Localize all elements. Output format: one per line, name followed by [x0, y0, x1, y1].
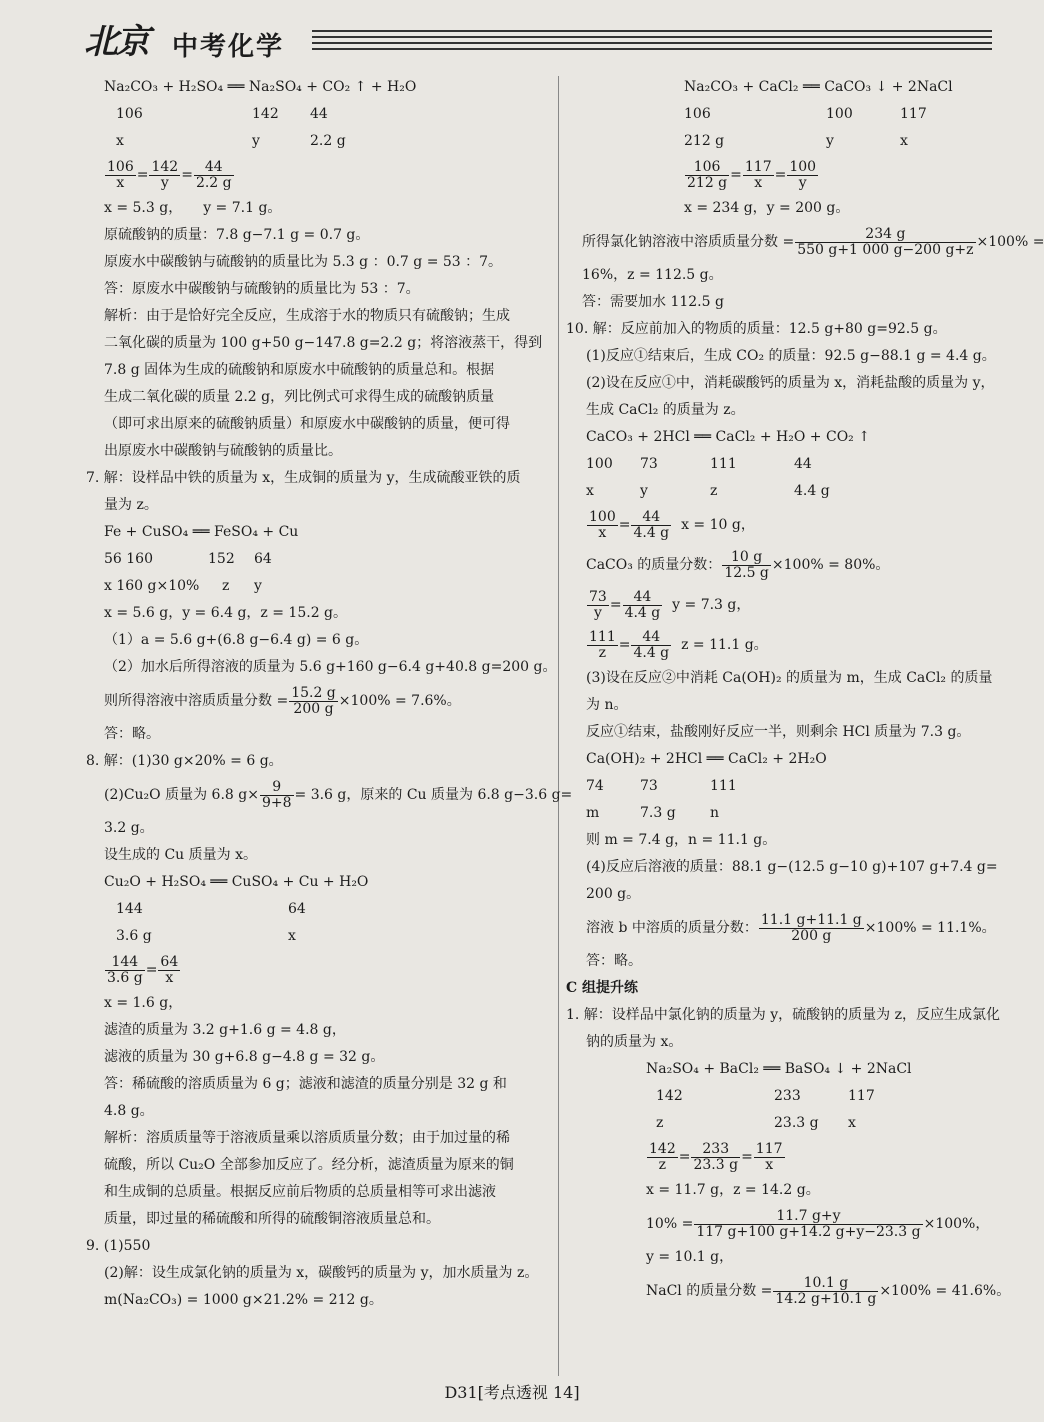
analysis: 7.8 g 固体为生成的硫酸钠和原废水中硫酸钠的质量总和。根据 [104, 362, 495, 378]
answer: 答：原废水中碳酸钠与硫酸钠的质量比为 53 ：7。 [104, 281, 420, 297]
equation-masses: 142 233 117 [656, 1088, 875, 1104]
answer: 答：略。 [586, 953, 642, 969]
equation: Na₂CO₃ + CaCl₂ ══ CaCO₃ ↓ + 2NaCl [684, 79, 953, 95]
text-line: (3)设在反应②中消耗 Ca(OH)₂ 的质量为 m，生成 CaCl₂ 的质量 [586, 670, 993, 686]
analysis: 质量，即过量的稀硫酸和所得的硫酸铜溶液质量总和。 [104, 1211, 440, 1227]
analysis: （即可求出原来的硫酸钠质量）和原废水中碳酸钠的质量，便可得 [104, 416, 510, 432]
fraction-line: CaCO₃ 的质量分数： $\frac{10 g}{12.5 g}$ ×100% = 80%。 [586, 548, 890, 581]
proportion: $\frac{100}{x}$ = $\frac{44}{4.4 g}$ x = 10 g， [589, 508, 755, 541]
equation-unknowns: x 160 g×10% z y [104, 578, 262, 594]
text-line: 原硫酸钠的质量：7.8 g−7.1 g = 0.7 g。 [104, 227, 370, 243]
text-line: x = 11.7 g，z = 14.2 g。 [646, 1182, 820, 1198]
right-column [566, 74, 1044, 1311]
text-line: （1）a = 5.6 g+(6.8 g−6.4 g) = 6 g。 [104, 632, 369, 648]
fraction-line: 10% = $\frac{11.7 g+y}{117 g+100 g+14.2 g+y-23.3 g}$ ×100%， [646, 1207, 990, 1240]
answer: 答：需要加水 112.5 g [582, 294, 724, 310]
question-10: 10. 解：反应前加入的物质的质量：12.5 g+80 g=92.5 g。 [566, 321, 947, 337]
text-line: (2)设在反应①中，消耗碳酸钙的质量为 x，消耗盐酸的质量为 y， [586, 375, 995, 391]
analysis: 出原废水中碳酸钠与硫酸钠的质量比。 [104, 443, 342, 459]
equation: Fe + CuSO₄ ══ FeSO₄ + Cu [104, 524, 299, 540]
fraction-line: NaCl 的质量分数 = $\frac{10.1 g}{14.2 g+10.1 g}$ ×100% = 41.6%。 [646, 1274, 1011, 1307]
equation-unknowns: z 23.3 g x [656, 1115, 856, 1131]
proportion: $\frac{111}{z}$ = $\frac{44}{4.4 g}$ z = 11.1 g。 [589, 628, 768, 661]
answer: 答：略。 [104, 726, 160, 742]
fraction-line: (2)Cu₂O 质量为 6.8 g× $\frac{9}{9+8}$ = 3.6 g，原来的 Cu 质量为 6.8 g−3.6 g= [104, 778, 573, 811]
equation: Na₂SO₄ + BaCl₂ ══ BaSO₄ ↓ + 2NaCl [646, 1061, 912, 1077]
equation-masses: 144 64 [116, 901, 306, 917]
proportion: $\frac{144}{3.6 g}$ = $\frac{64}{x}$ [107, 953, 179, 986]
equation-masses: 74 73 111 [586, 778, 737, 794]
analysis: 生成二氧化碳的质量 2.2 g，列比例式可求得生成的硫酸钠质量 [104, 389, 495, 405]
question-9: 9. (1)550 [86, 1238, 151, 1254]
text-line: 3.2 g。 [104, 820, 154, 836]
text-line: (2)解：设生成氯化钠的质量为 x，碳酸钙的质量为 y，加水质量为 z。 [104, 1265, 539, 1281]
equation-masses: 56 160 152 64 [104, 551, 272, 567]
text-line: 滤液的质量为 30 g+6.8 g−4.8 g = 32 g。 [104, 1049, 385, 1065]
text-line: 生成 CaCl₂ 的质量为 z。 [586, 402, 745, 418]
page-number: D31[考点透视 14] [444, 1383, 580, 1402]
proportion: $\frac{106}{x}$ = $\frac{142}{y}$ = $\frac{44}{2.2 g}$ [107, 158, 232, 191]
fraction-line: 所得氯化钠溶液中溶质质量分数 = $\frac{234 g}{550 g+1 000 g-200 g+z}$ ×100% = [582, 225, 1044, 258]
logo: 北京 [84, 22, 148, 62]
header-rules [312, 30, 992, 56]
text-line: 则 m = 7.4 g，n = 11.1 g。 [586, 832, 777, 848]
equation: Na₂CO₃ + H₂SO₄ ══ Na₂SO₄ + CO₂ ↑ + H₂O [104, 79, 417, 95]
equation-masses: 100 73 111 44 [586, 456, 812, 472]
equation-unknowns: 212 g y x [684, 133, 908, 149]
text-line: （2）加水后所得溶液的质量为 5.6 g+160 g−6.4 g+40.8 g=200 g。 [104, 659, 557, 675]
page-title: 中考化学 [172, 32, 285, 62]
analysis: 解析：溶质质量等于溶液质量乘以溶质质量分数；由于加过量的稀 [104, 1130, 510, 1146]
question-8: 8. 解：(1)30 g×20% = 6 g。 [86, 753, 283, 769]
text-line: (4)反应后溶液的质量：88.1 g−(12.5 g−10 g)+107 g+7.4 g= [586, 859, 998, 875]
question-7: 7. 解：设样品中铁的质量为 x，生成铜的质量为 y，生成硫酸亚铁的质 [86, 470, 521, 486]
fraction-line: 则所得溶液中溶质质量分数 = $\frac{15.2 g}{200 g}$ ×100% = 7.6%。 [104, 684, 461, 717]
equation-unknowns: 3.6 g x [116, 928, 296, 944]
text-line: 反应①结束，盐酸刚好反应一半，则剩余 HCl 质量为 7.3 g。 [586, 724, 971, 740]
equation: CaCO₃ + 2HCl ══ CaCl₂ + H₂O + CO₂ ↑ [586, 429, 870, 445]
text-line: x = 5.6 g，y = 6.4 g，z = 15.2 g。 [104, 605, 348, 621]
text-line: (1)反应①结束后，生成 CO₂ 的质量：92.5 g−88.1 g = 4.4 g。 [586, 348, 996, 364]
answer: 4.8 g。 [104, 1103, 154, 1119]
text-line: 200 g。 [586, 886, 641, 902]
text-line: 16%，z = 112.5 g。 [582, 267, 723, 283]
proportion: $\frac{142}{z}$ = $\frac{233}{23.3 g}$ = $\frac{117}{x}$ [649, 1140, 783, 1173]
answer: 答：稀硫酸的溶质质量为 6 g；滤液和滤渣的质量分别是 32 g 和 [104, 1076, 507, 1092]
equation: Ca(OH)₂ + 2HCl ══ CaCl₂ + 2H₂O [586, 751, 827, 767]
analysis: 解析：由于是恰好完全反应，生成溶于水的物质只有硫酸钠；生成 [104, 308, 510, 324]
left-column [86, 74, 573, 1314]
analysis: 二氧化碳的质量为 100 g+50 g−147.8 g=2.2 g；将溶液蒸干，得到 [104, 335, 543, 351]
equation-masses: 106 142 44 [116, 106, 328, 122]
text-line: 为 n。 [586, 697, 628, 713]
equation: Cu₂O + H₂SO₄ ══ CuSO₄ + Cu + H₂O [104, 874, 369, 890]
proportion: $\frac{106}{212 g}$ = $\frac{117}{x}$ = $\frac{100}{y}$ [687, 158, 817, 191]
text-line: 量为 z。 [104, 497, 158, 513]
text-line: 滤渣的质量为 3.2 g+1.6 g = 4.8 g， [104, 1022, 346, 1038]
equation-masses: 106 100 117 [684, 106, 927, 122]
text-line: 钠的质量为 x。 [586, 1034, 683, 1050]
equation-unknowns: x y z 4.4 g [586, 483, 830, 499]
analysis: 和生成铜的总质量。根据反应前后物质的总质量相等可求出滤液 [104, 1184, 496, 1200]
text-line: x = 234 g，y = 200 g。 [684, 200, 850, 216]
text-line: 设生成的 Cu 质量为 x。 [104, 847, 257, 863]
fraction-line: 溶液 b 中溶质的质量分数： $\frac{11.1 g+11.1 g}{200 g}$ ×100% = 11.1%。 [586, 911, 996, 944]
text-line: y = 10.1 g， [646, 1249, 734, 1265]
equation-unknowns: m 7.3 g n [586, 805, 720, 821]
analysis: 硫酸，所以 Cu₂O 全部参加反应了。经分析，滤渣质量为原来的铜 [104, 1157, 514, 1173]
column-divider [558, 76, 559, 1376]
text-line: x = 1.6 g， [104, 995, 183, 1011]
text-line: x = 5.3 g， y = 7.1 g。 [104, 200, 282, 216]
section-heading: C 组提升练 [566, 980, 639, 996]
proportion: $\frac{73}{y}$ = $\frac{44}{4.4 g}$ y = 7.3 g， [589, 588, 751, 621]
text-line: 原废水中碳酸钠与硫酸钠的质量比为 5.3 g ：0.7 g = 53 ：7。 [104, 254, 503, 270]
equation-unknowns: x y 2.2 g [116, 133, 346, 149]
text-line: m(Na₂CO₃) = 1000 g×21.2% = 212 g。 [104, 1292, 383, 1308]
question-c1: 1. 解：设样品中氯化钠的质量为 y，硫酸钠的质量为 z，反应生成氯化 [566, 1007, 1000, 1023]
page-header [0, 0, 1024, 72]
